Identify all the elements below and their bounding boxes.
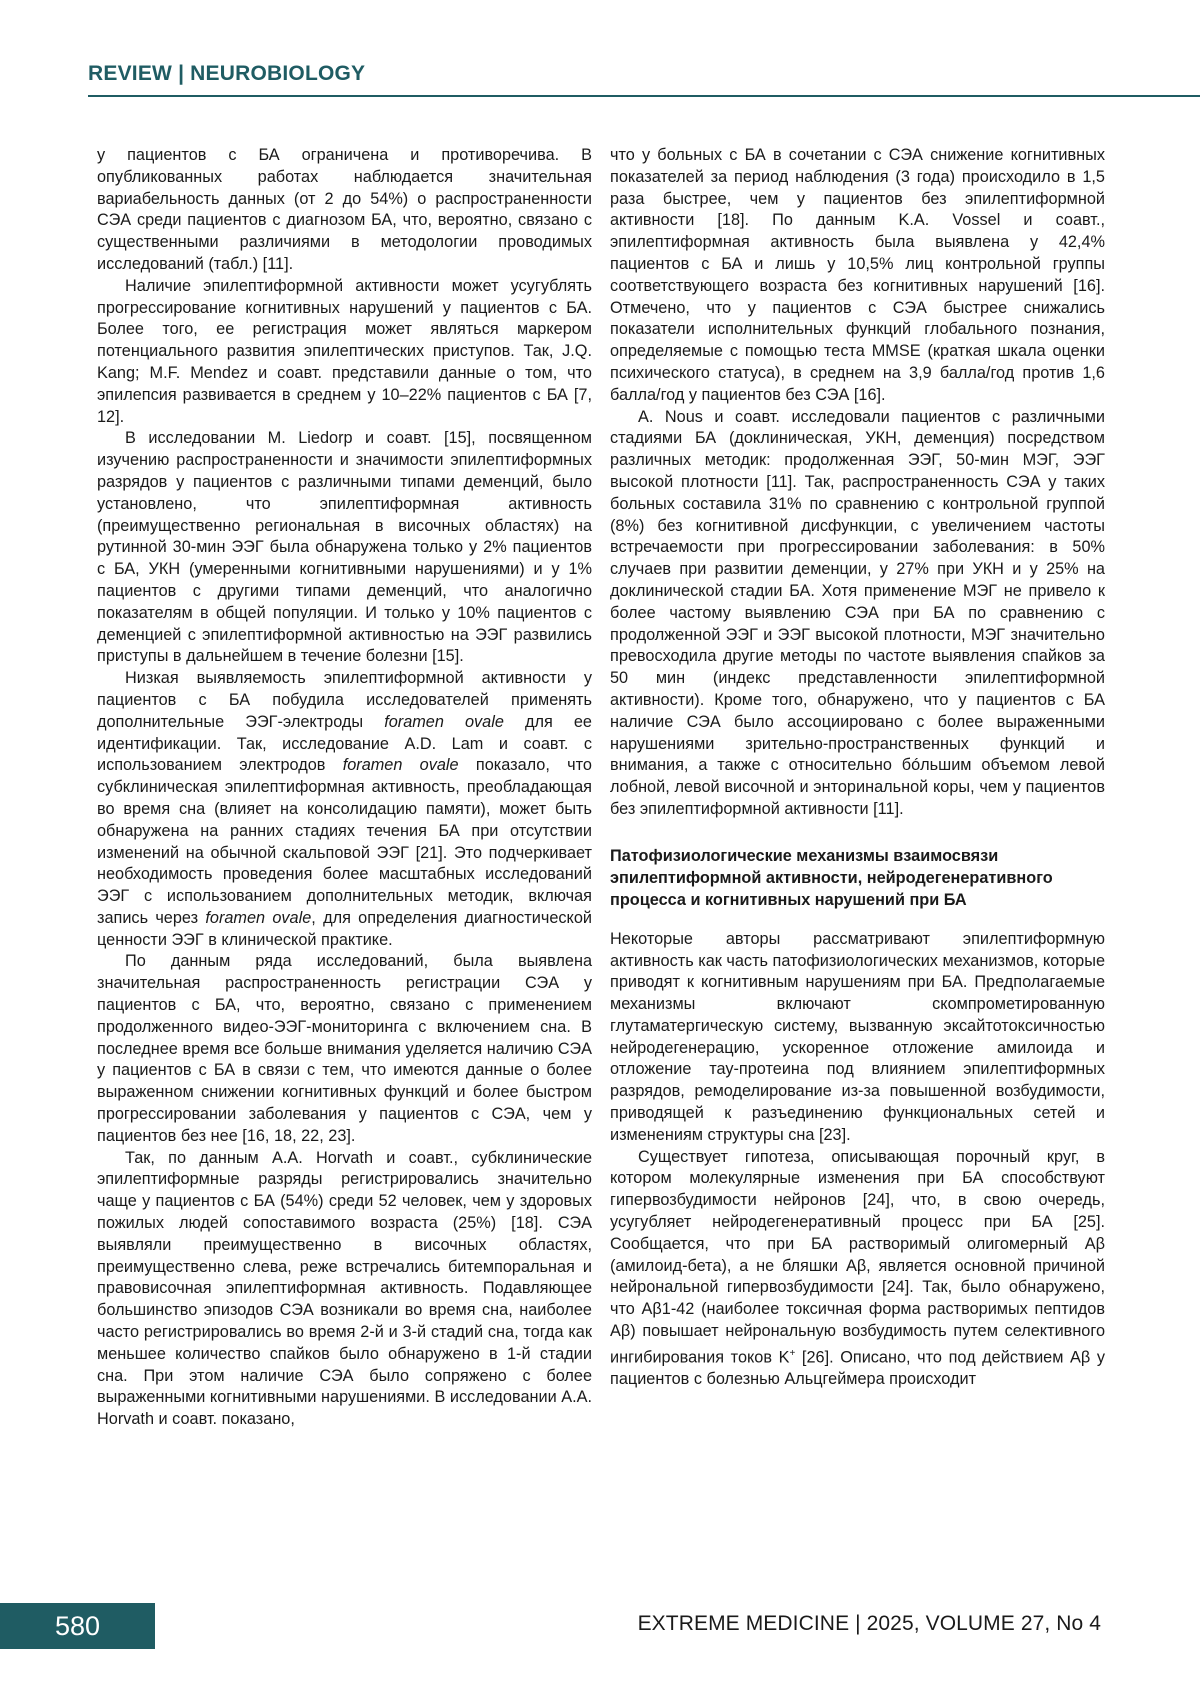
paragraph [97,668,592,951]
paragraph: Некоторые авторы рассматривают эпилептиформную активность как часть патофизиологических механизмов, которые приводят к когнитивным нарушениям при БА. Предполагаемые механизмы включают скомпрометированную глутаматергическую систему, вызванную эксайтотоксичностью нейродегенерацию, ускоренное отложение амилоида и отложение тау-протеина под влиянием эпилептиформных разрядов, ремоделирование из-за повышенной возбудимости, приводящей к разъединению функциональных сетей и изменениям структуры сна [23]. [610,929,1105,1144]
italic-term: foramen ovale [205,908,312,927]
text-run: , для определения диагностической ценности ЭЭГ в клинической практике. [97,908,592,949]
italic-term: foramen ovale [384,712,504,731]
text-run: Существует гипотеза, описывающая порочный круг, в котором молекулярные изменения при БА способствуют гипервозбудимости нейронов [24], что, в свою очередь, усугубляет нейродегенеративный процесс при БА [25]. Сообщается, что при БА растворимый олигомерный Aβ (амилоид-бета), а не бляшки Aβ, является основной причиной нейрональной гипервозбудимости [24]. Так, было обнаружено, что Aβ1-42 (наиболее токсичная форма растворимых пептидов Aβ) повышает нейрональную возбудимость путем селективного ингибирования токов K [610,1147,1105,1367]
italic-term: foramen ovale [342,756,459,775]
paragraph: у пациентов с БА ограничена и противоречива. В опубликованных работах наблюдается значительная вариабельность данных (от 2 до 54%) о распространенности СЭА среди пациентов с диагнозом БА, что, вероятно, связано с существенными различиями в методологии проводимых исследований (табл.) [11]. [97,146,592,273]
paragraph: A. Nous и соавт. исследовали пациентов с различными стадиями БА (доклиническая, УКН, деменция) посредством различных методик: продолженная ЭЭГ, 50-мин МЭГ, ЭЭГ высокой плотности [11]. Так, распространенность СЭА у таких больных составила 31% по сравнению с контрольной группой (8%) без когнитивной дисфункции, с увеличением частоты встречаемости при прогрессировании заболевания: в 50% случаев при развитии деменции, у 27% при УКН и у 25% на доклинической стадии БА. Хотя применение МЭГ не привело к более частому выявлению СЭА при БА по сравнению с продолженной ЭЭГ и ЭЭГ высокой плотности, МЭГ значительно превосходила другие методы по частоте выявления спайков за 50 мин (индекс представленности эпилептиформной активности). Кроме того, обнаружено, что у пациентов с БА наличие СЭА было ассоциировано с более выраженными нарушениями зрительно-пространственных функций и внимания, а также с относительно бóльшим объемом левой лобной, левой височной и энторинальной коры, чем у пациентов без эпилептиформной активности [11]. [610,407,1105,818]
header-divider [88,95,1200,97]
journal-footer: EXTREME MEDICINE | 2025, VOLUME 27, No 4 [637,1612,1101,1635]
section-heading: Патофизиологические механизмы взаимосвязи эпилептиформной активности, нейродегенеративного процесса и когнитивных нарушений при БА [610,846,1053,909]
paragraph: Наличие эпилептиформной активности может усугублять прогрессирование когнитивных нарушений у пациентов с БА. Более того, ее регистрация может являться маркером потенциального развития эпилептических приступов. Так, J.Q. Kang; M.F. Mendez и соавт. представили данные о том, что эпилепсия развивается в среднем у 10–22% пациентов с БА [7, 12]. [97,276,592,426]
paragraph: В исследовании M. Liedorp и соавт. [15], посвященном изучению распространенности и значимости эпилептиформных разрядов у пациентов с различными типами деменций, было установлено, что эпилептиформная активность (преимущественно региональная в височных областях) на рутинной 30-мин ЭЭГ была обнаружена только у 2% пациентов с БА, УКН (умеренными когнитивными нарушениями) и у 1% пациентов с другими типами деменций, что аналогично показателям в общей популяции. И только у 10% пациентов с деменцией с эпилептиформной активностью на ЭЭГ развились приступы в дальнейшем в течение болезни [15]. [97,429,592,666]
text-run: Низкая выявляемость эпилептиформной активности у пациентов с БА побудила исследователей применять дополнительные ЭЭГ-электроды [97,669,592,731]
section-header: REVIEW | NEUROBIOLOGY [88,62,366,85]
paragraph: Так, по данным A.A. Horvath и соавт., субклинические эпилептиформные разряды регистрировались значительно чаще у пациентов с БА (54%) среди 52 человек, чем у здоровых пожилых людей сопоставимого возраста (25%) [18]. СЭА выявляли преимущественно в височных областях, преимущественно слева, реже встречались битемпоральная и правовисочная эпилептиформная активность. Подавляющее большинство эпизодов СЭА возникали во время сна, наиболее часто регистрировались во время 2-й и 3-й стадий сна, тогда как меньшее количество спайков было обнаружено в 1-й стадии сна. При этом наличие СЭА было сопряжено с более выраженными когнитивными нарушениями. В исследовании A.A. Horvath и соавт. показано, [97,1148,592,1429]
paragraph [610,1147,1105,1391]
right-column [610,145,1105,1391]
text-run: для ее идентификации. Так, исследование A.D. Lam и соавт. с использованием электродов [97,712,592,775]
superscript: + [789,1347,796,1359]
left-column [97,145,592,1431]
paragraph: что у больных с БА в сочетании с СЭА снижение когнитивных показателей за период наблюдения (3 года) происходило в 1,5 раза быстрее, чем у пациентов без эпилептиформной активности [18]. По данным K.A. Vossel и соавт., эпилептиформная активность была выявлена у 42,4% пациентов с БА и лишь у 10,5% лиц контрольной группы соответствующего возраста без когнитивных нарушений [16]. Отмечено, что у пациентов с СЭА быстрее снижались показатели исполнительных функций глобального познания, определяемые с помощью теста MMSE (краткая шкала оценки психического статуса), в среднем на 3,9 балла/год против 1,6 балла/год у пациентов без СЭА [16]. [610,146,1105,404]
text-run: показало, что субклиническая эпилептиформная активность, преобладающая во время сна (влияет на консолидацию памяти), может быть обнаружена на ранних стадиях течения БА при отсутствии изменений на обычной скальповой ЭЭГ [21]. Это подчеркивает необходимость проведения более масштабных исследований ЭЭГ с использованием дополнительных методик, включая запись через [97,756,592,927]
paragraph: По данным ряда исследований, была выявлена значительная распространенность регистрации СЭА у пациентов с БА, что, вероятно, связано с применением продолженного видео-ЭЭГ-мониторинга с включением сна. В последнее время все больше внимания уделяется наличию СЭА у пациентов с БА в связи с тем, что имеются данные о более выраженном снижении когнитивных функций и более быстром прогрессировании заболевания у пациентов с СЭА, чем у пациентов без нее [16, 18, 22, 23]. [97,952,592,1145]
text-run: [26]. Описано, что под действием Aβ у пациентов с болезнью Альцгеймера происходит [610,1348,1105,1389]
page-number: 580 [0,1603,155,1649]
